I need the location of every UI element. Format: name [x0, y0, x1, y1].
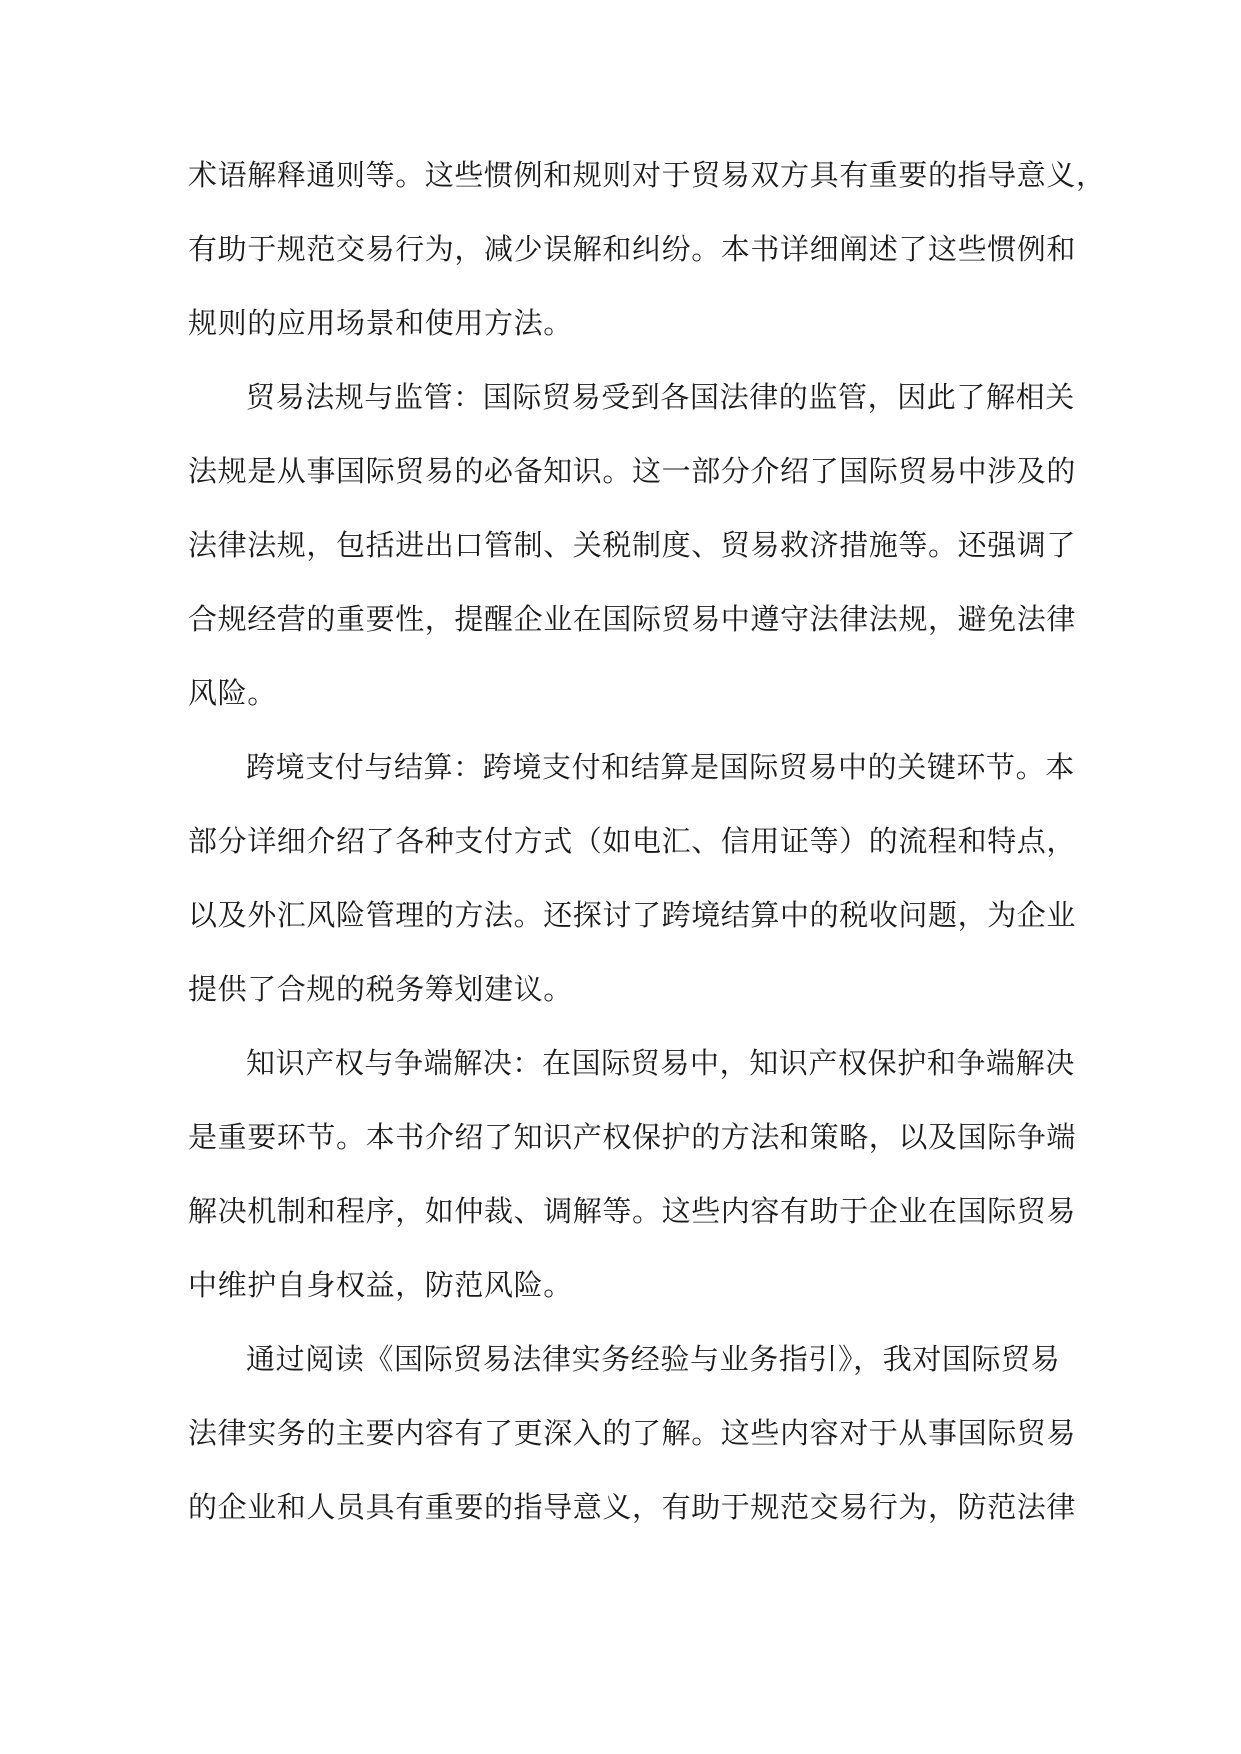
text-line: 跨境支付与结算：跨境支付和结算是国际贸易中的关键环节。本: [246, 750, 1075, 784]
body-text: [188, 143, 1106, 1549]
text-line: 以及外汇风险管理的方法。还探讨了跨境结算中的税收问题，为企业: [188, 898, 1077, 932]
text-line: 风险。: [188, 676, 277, 710]
text-line: 有助于规范交易行为，减少误解和纠纷。本书详细阐述了这些惯例和: [188, 232, 1077, 266]
text-line: 是重要环节。本书介绍了知识产权保护的方法和策略，以及国际争端: [188, 1120, 1077, 1154]
text-line: 贸易法规与监管：国际贸易受到各国法律的监管，因此了解相关: [246, 380, 1075, 414]
text-line: 知识产权与争端解决：在国际贸易中，知识产权保护和争端解决: [246, 1046, 1075, 1080]
text-line: 法律法规，包括进出口管制、关税制度、贸易救济措施等。还强调了: [188, 528, 1077, 562]
paragraph-trade-regulation: [188, 365, 1077, 735]
text-line: 部分详细介绍了各种支付方式（如电汇、信用证等）的流程和特点，: [188, 824, 1077, 858]
text-line: 规则的应用场景和使用方法。: [188, 306, 573, 340]
text-line: 法规是从事国际贸易的必备知识。这一部分介绍了国际贸易中涉及的: [188, 454, 1077, 488]
text-line: 解决机制和程序，如仲裁、调解等。这些内容有助于企业在国际贸易: [188, 1194, 1077, 1228]
paragraph-cross-border-payment: [188, 735, 1077, 1031]
paragraph-incoterms-continued: [188, 143, 1106, 365]
text-line: 中维护自身权益，防范风险。: [188, 1268, 573, 1302]
paragraph-conclusion: [188, 1327, 1077, 1549]
text-line: 通过阅读《国际贸易法律实务经验与业务指引》，我对国际贸易: [246, 1342, 1061, 1376]
text-line: 的企业和人员具有重要的指导意义，有助于规范交易行为，防范法律: [188, 1490, 1077, 1524]
text-line: 术语解释通则等。这些惯例和规则对于贸易双方具有重要的指导意义，: [188, 158, 1106, 192]
text-line: 提供了合规的税务筹划建议。: [188, 972, 573, 1006]
text-line: 合规经营的重要性，提醒企业在国际贸易中遵守法律法规，避免法律: [188, 602, 1077, 636]
paragraph-ip-dispute: [188, 1031, 1077, 1327]
text-line: 法律实务的主要内容有了更深入的了解。这些内容对于从事国际贸易: [188, 1416, 1077, 1450]
